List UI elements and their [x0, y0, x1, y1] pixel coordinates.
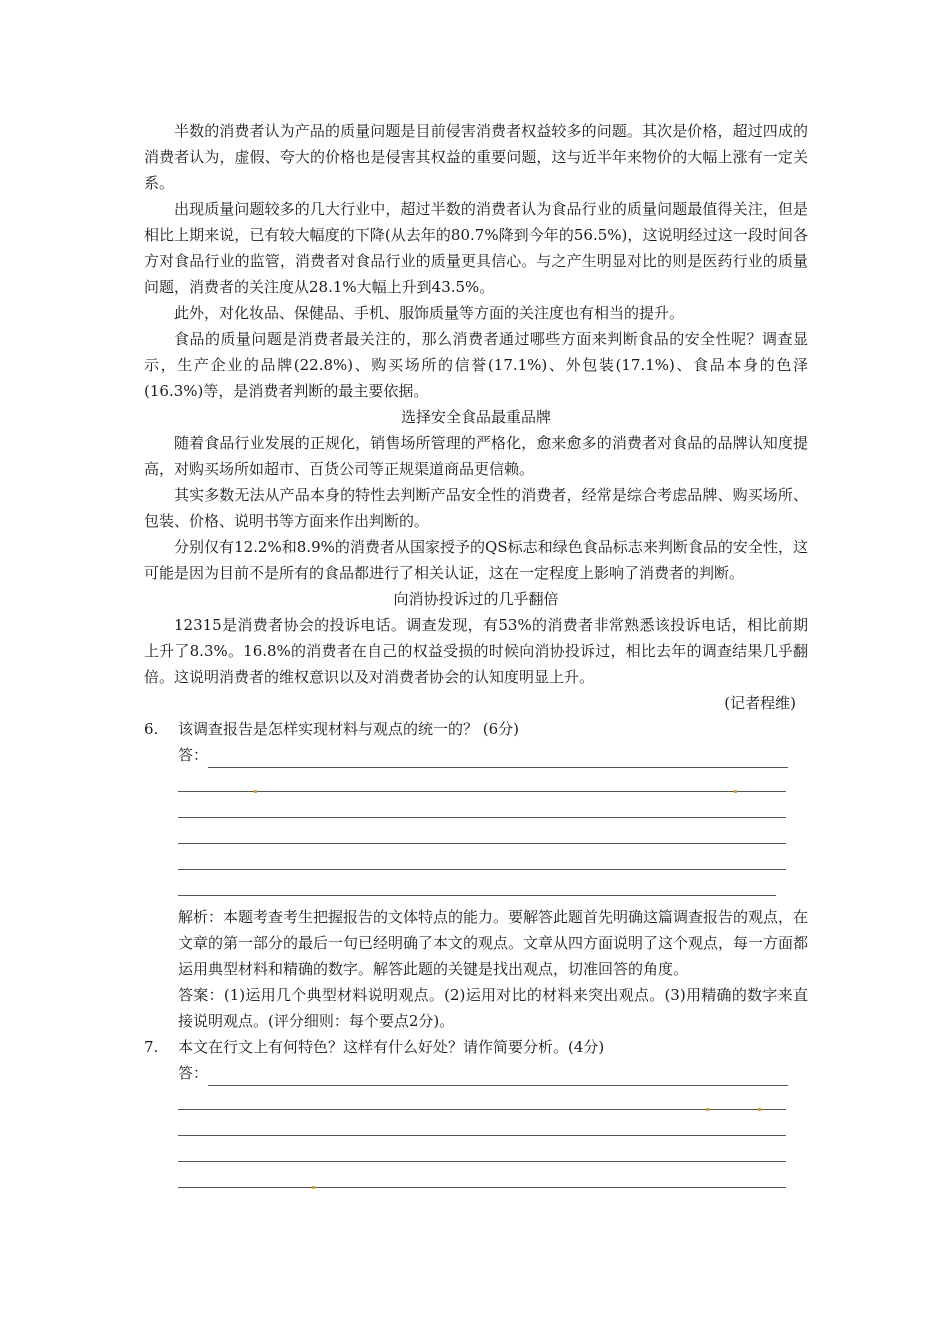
question-text: 该调查报告是怎样实现材料与观点的统一的？ (6分): [178, 720, 520, 738]
paragraph: 分别仅有12.2%和8.9%的消费者从国家授予的QS标志和绿色食品标志来判断食品的安全性，这可能是因为目前不是所有的食品都进行了相关认证，这在一定程度上影响了消费者的判断。: [144, 538, 808, 582]
answer-rule[interactable]: [178, 1164, 786, 1188]
paragraph: 此外，对化妆品、保健品、手机、服饰质量等方面的关注度也有相当的提升。: [174, 304, 685, 322]
answer-rule[interactable]: [178, 820, 786, 844]
answer-line-first[interactable]: [144, 1060, 808, 1086]
answer-rule[interactable]: [208, 749, 788, 768]
question-6: [144, 716, 808, 742]
answer-rule[interactable]: [178, 1086, 786, 1110]
document-page: [144, 118, 808, 1190]
mark-dot: [254, 790, 257, 793]
question-number: 6.: [144, 720, 159, 738]
answer-rule[interactable]: [178, 1112, 786, 1136]
answer-line-first[interactable]: [144, 742, 808, 768]
paragraph: 12315是消费者协会的投诉电话。调查发现，有53%的消费者非常熟悉该投诉电话，相比前期上升了8.3%。16.8%的消费者在自己的权益受损的时候向消协投诉过，相比去年的调查结果几乎翻倍。这说明消费者的维权意识以及对消费者协会的认知度明显上升。: [144, 616, 808, 686]
answer-rule[interactable]: [178, 768, 786, 792]
mark-dot: [758, 1108, 761, 1111]
answer-rule[interactable]: [178, 872, 776, 896]
paragraph: 食品的质量问题是消费者最关注的，那么消费者通过哪些方面来判断食品的安全性呢？调查显示，生产企业的品牌(22.8%)、购买场所的信誉(17.1%)、外包装(17.1%)、食品本身的色泽(16.3%)等，是消费者判断的最主要依据。: [144, 330, 808, 400]
answer-rule[interactable]: [178, 794, 786, 818]
answer-label: 答：: [178, 1064, 209, 1082]
question-7: [144, 1034, 808, 1060]
article-part1: [144, 118, 808, 404]
answer-rule[interactable]: [178, 1138, 786, 1162]
mark-dot: [706, 1108, 709, 1111]
answer-text: 答案：(1)运用几个典型材料说明观点。(2)运用对比的材料来突出观点。(3)用精确的数字来直接说明观点。(评分细则：每个要点2分)。: [178, 986, 808, 1030]
paragraph: 其实多数无法从产品本身的特性去判断产品安全性的消费者，经常是综合考虑品牌、购买场所、包装、价格、说明书等方面来作出判断的。: [144, 486, 808, 530]
mark-dot: [312, 1186, 315, 1189]
paragraph: 随着食品行业发展的正规化，销售场所管理的严格化，愈来愈多的消费者对食品的品牌认知度提高，对购买场所如超市、百货公司等正规渠道商品更信赖。: [144, 434, 808, 478]
answer-rule[interactable]: [178, 846, 786, 870]
answer-label: 答：: [178, 746, 209, 764]
question-number: 7.: [144, 1038, 159, 1056]
answer-rule[interactable]: [208, 1067, 788, 1086]
question-text: 本文在行文上有何特色？这样有什么好处？请作简要分析。(4分): [178, 1038, 605, 1056]
paragraph: 半数的消费者认为产品的质量问题是目前侵害消费者权益较多的问题。其次是价格，超过四成的消费者认为，虚假、夸大的价格也是侵害其权益的重要问题，这与近半年来物价的大幅上涨有一定关系。: [144, 122, 808, 192]
mark-dot: [734, 790, 737, 793]
paragraph: 出现质量问题较多的几大行业中，超过半数的消费者认为食品行业的质量问题最值得关注，但是相比上期来说，已有较大幅度的下降(从去年的80.7%降到今年的56.5%)，这说明经过这一段时间各方对食品行业的监管，消费者对食品行业的质量更具信心。与之产生明显对比的则是医药行业的质量问题，消费者的关注度从28.1%大幅上升到43.5%。: [144, 200, 808, 296]
article-part3: [144, 612, 808, 690]
byline: (记者程维): [724, 694, 796, 712]
analysis-text: 解析：本题考查考生把握报告的文体特点的能力。要解答此题首先明确这篇调查报告的观点，在文章的第一部分的最后一句已经明确了本文的观点。文章从四方面说明了这个观点，每一方面都运用典型材料和精确的数字。解答此题的关键是找出观点，切准回答的角度。: [178, 908, 809, 978]
section-heading: 向消协投诉过的几乎翻倍: [393, 590, 559, 608]
section-heading: 选择安全食品最重品牌: [400, 408, 551, 426]
article-part2: [144, 430, 808, 586]
